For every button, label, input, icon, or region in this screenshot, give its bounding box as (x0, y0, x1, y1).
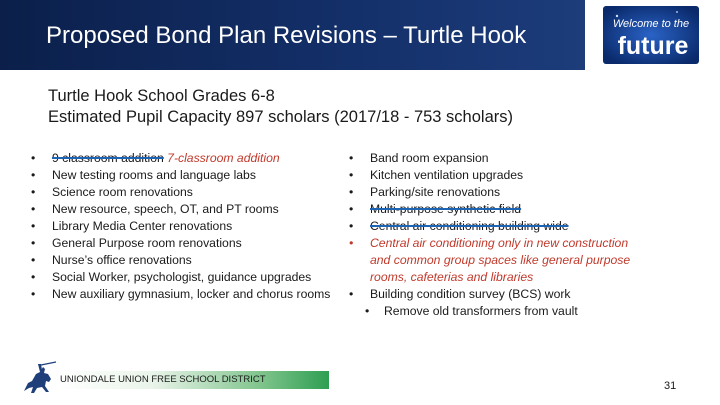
list-item (31, 269, 346, 286)
bullet: • (31, 202, 36, 216)
revision-text: Central air conditioning only in new construction and common group spaces like general purpose rooms, cafeterias and libraries (370, 236, 631, 284)
logo-line1: Welcome to the (612, 18, 690, 30)
bullet: • (349, 151, 354, 165)
item-text: General Purpose room renovations (52, 236, 242, 250)
bullet: • (31, 168, 36, 182)
bullet: • (349, 202, 354, 216)
bullet: • (31, 151, 36, 165)
list-item (31, 201, 346, 218)
logo-line2: future (617, 32, 689, 60)
list-item (349, 150, 639, 167)
list-item (349, 167, 639, 184)
item-text: Nurse’s office renovations (52, 253, 192, 267)
slide-title: Proposed Bond Plan Revisions – Turtle Hook (46, 22, 527, 49)
bullet: • (31, 236, 36, 250)
list-item (31, 235, 346, 252)
bullet: • (349, 236, 354, 250)
bullet: • (31, 219, 36, 233)
left-bullet-list (31, 150, 346, 303)
list-item (31, 184, 346, 201)
item-text: Band room expansion (370, 151, 489, 165)
item-text: Parking/site renovations (370, 185, 501, 199)
struck-text: 9 classroom addition (52, 151, 164, 165)
sub-list-item (349, 303, 639, 320)
bullet: • (31, 287, 36, 301)
right-bullet-list (349, 150, 639, 320)
item-text: Social Worker, psychologist, guidance upgrades (52, 270, 312, 284)
list-item (31, 286, 346, 303)
revision-text: 7-classroom addition (167, 151, 280, 165)
subtitle-capacity: Estimated Pupil Capacity 897 scholars (2017/18 - 753 scholars) (48, 108, 513, 126)
list-item (31, 150, 346, 167)
bullet: • (31, 270, 36, 284)
bullet: • (349, 287, 354, 301)
knight-on-horse-icon (18, 361, 58, 397)
list-item (349, 286, 639, 303)
struck-text: Multi-purpose synthetic field (370, 202, 522, 216)
item-text: Kitchen ventilation upgrades (370, 168, 524, 182)
item-text: Remove old transformers from vault (384, 304, 578, 318)
bullet: • (31, 253, 36, 267)
footer-district-name: UNIONDALE UNION FREE SCHOOL DISTRICT (60, 374, 266, 385)
list-item (31, 167, 346, 184)
item-text: Library Media Center renovations (52, 219, 233, 233)
bullet: • (31, 185, 36, 199)
bullet: • (349, 168, 354, 182)
bullet: • (365, 304, 370, 318)
bullet: • (349, 219, 354, 233)
bullet: • (349, 185, 354, 199)
list-item (349, 184, 639, 201)
slide-header (0, 0, 720, 70)
subtitle-school: Turtle Hook School Grades 6-8 (48, 87, 275, 105)
item-text: New auxiliary gymnasium, locker and chorus rooms (52, 287, 331, 301)
list-item (349, 218, 639, 235)
list-item (349, 201, 639, 218)
item-text: Science room renovations (52, 185, 193, 199)
item-text: New resource, speech, OT, and PT rooms (52, 202, 279, 216)
list-item (31, 252, 346, 269)
welcome-to-the-future-logo (597, 2, 705, 68)
item-text: New testing rooms and language labs (52, 168, 256, 182)
item-text: Building condition survey (BCS) work (370, 287, 571, 301)
struck-text: Central air conditioning building wide (370, 219, 569, 233)
list-item (31, 218, 346, 235)
slide-subtitle (48, 86, 513, 128)
page-number: 31 (664, 380, 677, 392)
list-item (349, 235, 639, 286)
